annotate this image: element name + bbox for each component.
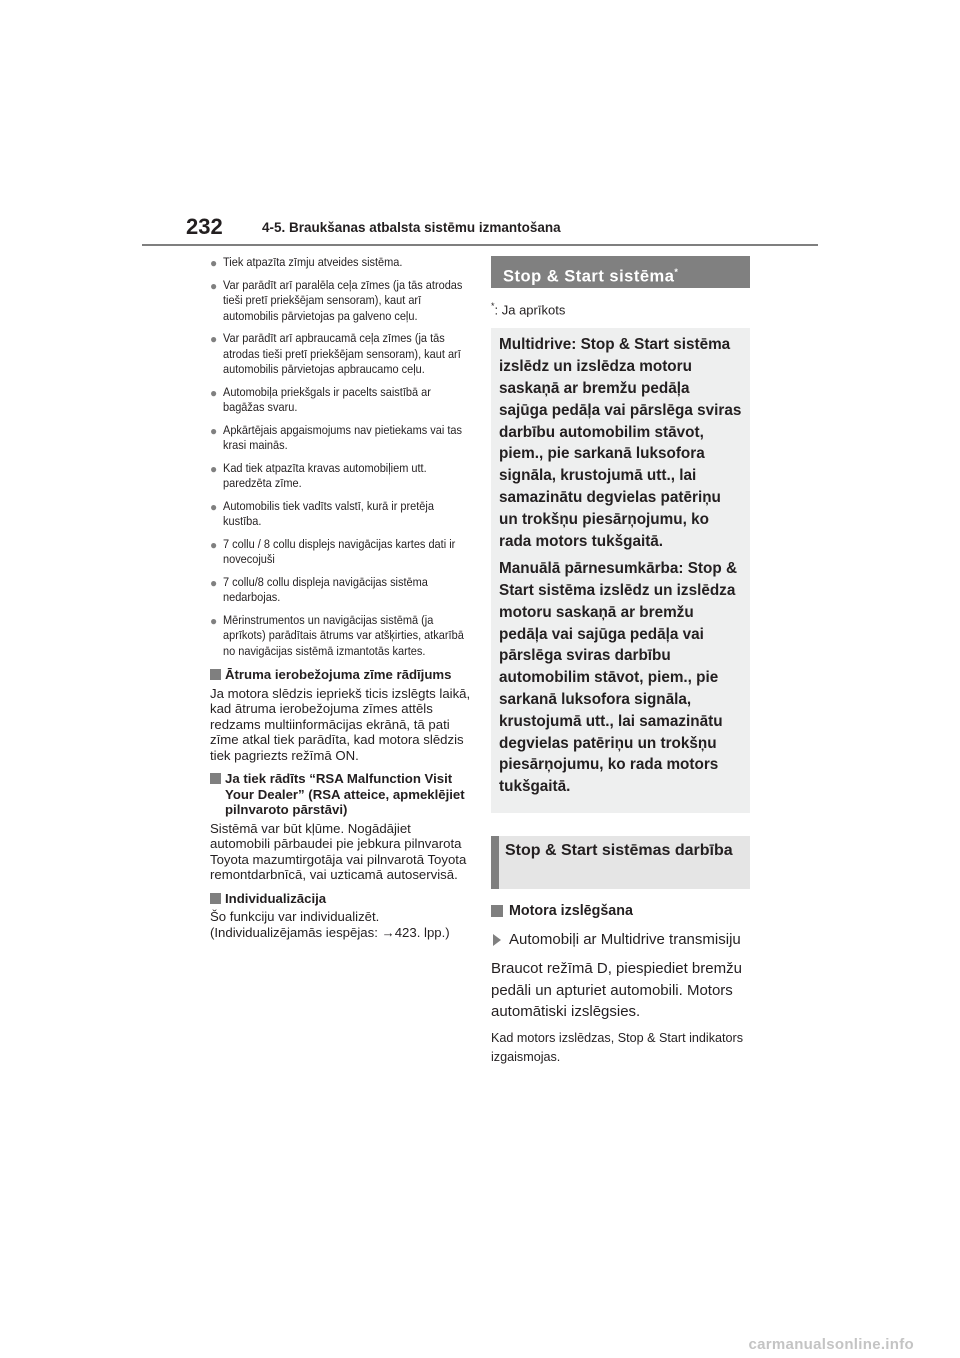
bullet-dot-icon: ● [210, 613, 218, 628]
title-asterisk: * [674, 267, 679, 277]
bullet-dot-icon: ● [210, 575, 218, 590]
bullet-item: ● Automobiļa priekšgals ir pacelts saistībā ar bagāžas svaru. [210, 384, 431, 414]
bullet-item: ● Var parādīt arī paralēla ceļa zīmes (ja tās atrodas tieši pretī priekšējam sensoram), kaut arī automobilis pārvietojas pa galveno ceļu. [210, 277, 463, 323]
bullet-dot-icon: ● [210, 499, 218, 514]
bullet-dot-icon: ● [210, 537, 218, 552]
rsa-malfunction-heading: Ja tiek rādīts “RSA Malfunction Visit Your Dealer” (RSA atteice, apmeklējiet pilnvaroto pārstāvi) [210, 771, 472, 818]
rsa-malfunction-text: Sistēmā var būt kļūme. Nogādājiet automobili pārbaudei pie jebkura pilnvarota Toyota mazumtirgotāja vai pilnvarotā Toyota remontdarbnīcā, vai uzticamā autoservisā. [210, 820, 467, 882]
bullet-item: ● 7 collu / 8 collu displejs navigācijas kartes dati ir novecojuši [210, 536, 456, 566]
operation-subtitle: Stop & Start sistēmas darbība [491, 836, 750, 889]
watermark: carmanualsonline.info [748, 1336, 914, 1353]
bullet-item: ● Automobilis tiek vadīts valstī, kurā ir pretēja kustība. [210, 498, 434, 528]
bullet-dot-icon: ● [210, 461, 218, 476]
stop-start-title: Stop & Start sistēma* [491, 256, 750, 288]
square-bullet-icon [491, 905, 503, 917]
square-bullet-icon [210, 773, 221, 784]
left-column [210, 255, 472, 940]
bullet-dot-icon: ● [210, 332, 218, 346]
bullet-item: ● Mērinstrumentos un navigācijas sistēmā (ja aprīkots) parādītais ātrums var atšķirties, atkarībā no navigācijas sistēmā izmantotās kartes. [210, 612, 464, 658]
summary-manual: Manuālā pārnesumkārba: Stop & Start sistēma izslēdz un izslēdza motoru saskaņā ar bremžu pedāļa vai sajūga pedāļa vai pārslēga sviras darbību automobilim stāvot, piem., pie sarkanā luksofora signāla, krustojumā utt., lai samazinātu degvielas patēriņu un trokšņu piesārņojumu, ko rada motors tukšgaitā. [499, 560, 738, 796]
speed-sign-heading: Ātruma ierobežojuma zīme rādījums [210, 667, 472, 683]
bullet-dot-icon: ● [210, 423, 218, 438]
summary-multidrive: Multidrive: Stop & Start sistēma izslēdz un izslēdza motoru saskaņā ar bremžu pedāļa sajūga pedāļa vai pārslēga sviras darbību automobilim stāvot, piem., pie sarkanā luksofora signāla, krustojumā utt., lai samazinātu degvielas patēriņu un trokšņu piesārņojumu, ko rada motors tukšgaitā. [499, 336, 742, 550]
bullet-dot-icon: ● [210, 278, 218, 293]
indicator-note: Kad motors izslēdzas, Stop & Start indikators izgaismojas. [491, 1031, 743, 1065]
bullet-item: ● Apkārtējais apgaismojums nav pietiekams vai tas krasi mainās. [210, 422, 462, 452]
equipment-footnote: *: Ja aprīkots [491, 301, 566, 318]
bullet-item: ● 7 collu/8 collu displeja navigācijas sistēma nedarbojas. [210, 574, 428, 604]
square-bullet-icon [210, 893, 221, 904]
square-bullet-icon [210, 669, 221, 680]
engine-stop-paragraph: Braucot režīmā D, piespiediet bremžu pedāli un apturiet automobili. Motors automātiski izslēgsies. [491, 959, 742, 1021]
customization-heading: Individualizācija [210, 891, 472, 907]
page-number: 232 [186, 214, 223, 239]
summary-box [491, 328, 750, 813]
bullet-item: ● Kad tiek atpazīta kravas automobiļiem utt. paredzēta zīme. [210, 460, 427, 490]
speed-sign-text: Ja motora slēdzis iepriekš ticis izslēgts laikā, kad ātruma ierobežojuma zīmes attēls redzams multiinformācijas ekrānā, tā pati zīme atkal tiek parādīta, kad motora slēdzis tiek pagriezts režīmā ON. [210, 685, 471, 763]
triangle-bullet-icon [493, 934, 501, 946]
multidrive-item: Automobiļi ar Multidrive transmisiju [491, 929, 750, 951]
bullet-dot-icon: ● [210, 385, 218, 400]
customization-text: Šo funkciju var individualizēt. (Individualizējamās iespējas: →423. lpp.) [210, 909, 450, 940]
bullet-dot-icon: ● [210, 256, 218, 270]
bullet-item: ● Var parādīt arī apbraucamā ceļa zīmes (ja tās atrodas tieši pretī priekšējam sensoram), kaut arī automobilis pārvietojas apbraucamo ceļu. [210, 331, 461, 376]
right-column [491, 256, 750, 1067]
engine-stop-heading: Motora izslēgšana [491, 902, 750, 920]
header-rule [142, 244, 818, 246]
bullet-item: ● Tiek atpazīta zīmju atveides sistēma. [210, 255, 403, 270]
section-title: 4-5. Braukšanas atbalsta sistēmu izmantošana [262, 220, 561, 235]
